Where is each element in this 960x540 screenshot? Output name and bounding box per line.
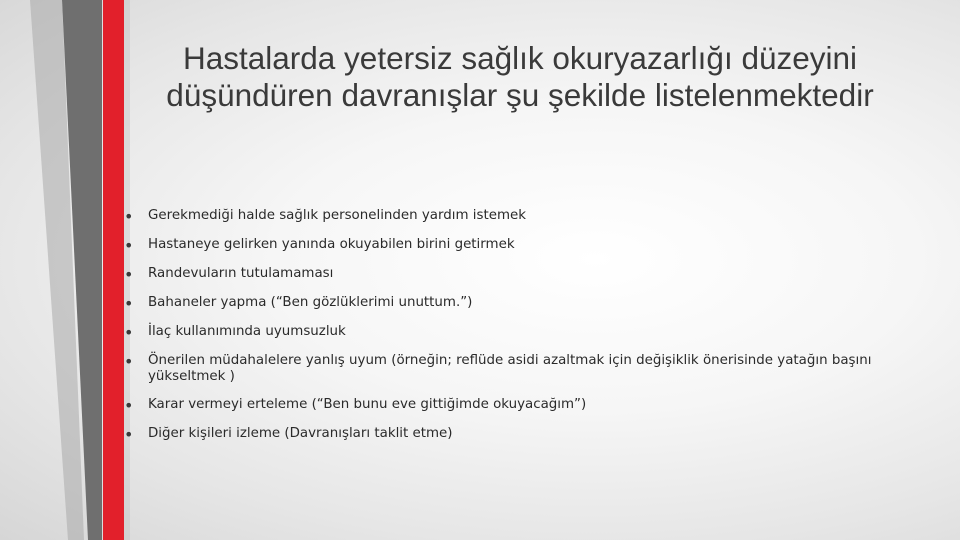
bullet-item <box>124 295 884 311</box>
bullet-dot-icon: • <box>124 207 134 226</box>
bullet-item <box>124 237 884 253</box>
bullet-text: Diğer kişileri izleme (Davranışları taklit etme) <box>148 426 453 441</box>
bullet-dot-icon: • <box>124 294 134 313</box>
stripe-red <box>103 0 124 540</box>
bullet-text: Bahaneler yapma (“Ben gözlüklerimi unuttum.”) <box>148 295 473 310</box>
bullet-text: Randevuların tutulamaması <box>148 266 334 281</box>
bullet-dot-icon: • <box>124 396 134 415</box>
bullet-item <box>124 208 884 224</box>
bullet-text: İlaç kullanımında uyumsuzluk <box>148 324 346 339</box>
bullet-dot-icon: • <box>124 265 134 284</box>
bullet-list <box>124 208 884 455</box>
bullet-item <box>124 324 884 340</box>
bullet-text: Önerilen müdahalelere yanlış uyum (örneğin; reflüde asidi azaltmak için değişiklik önerisinde yatağın başını yükseltmek ) <box>148 353 872 384</box>
bullet-item <box>124 266 884 282</box>
bullet-dot-icon: • <box>124 425 134 444</box>
bullet-text: Hastaneye gelirken yanında okuyabilen birini getirmek <box>148 237 515 252</box>
bullet-item <box>124 353 884 385</box>
bullet-dot-icon: • <box>124 352 134 371</box>
bullet-dot-icon: • <box>124 323 134 342</box>
slide-title: Hastalarda yetersiz sağlık okuryazarlığı düzeyini düşündüren davranışlar şu şekilde listelenmektedir <box>166 40 874 114</box>
bullet-item <box>124 426 884 442</box>
bullet-text: Gerekmediği halde sağlık personelinden yardım istemek <box>148 208 527 223</box>
bullet-dot-icon: • <box>124 236 134 255</box>
bullet-text: Karar vermeyi erteleme (“Ben bunu eve gittiğimde okuyacağım”) <box>148 397 587 412</box>
bullet-item <box>124 397 884 413</box>
